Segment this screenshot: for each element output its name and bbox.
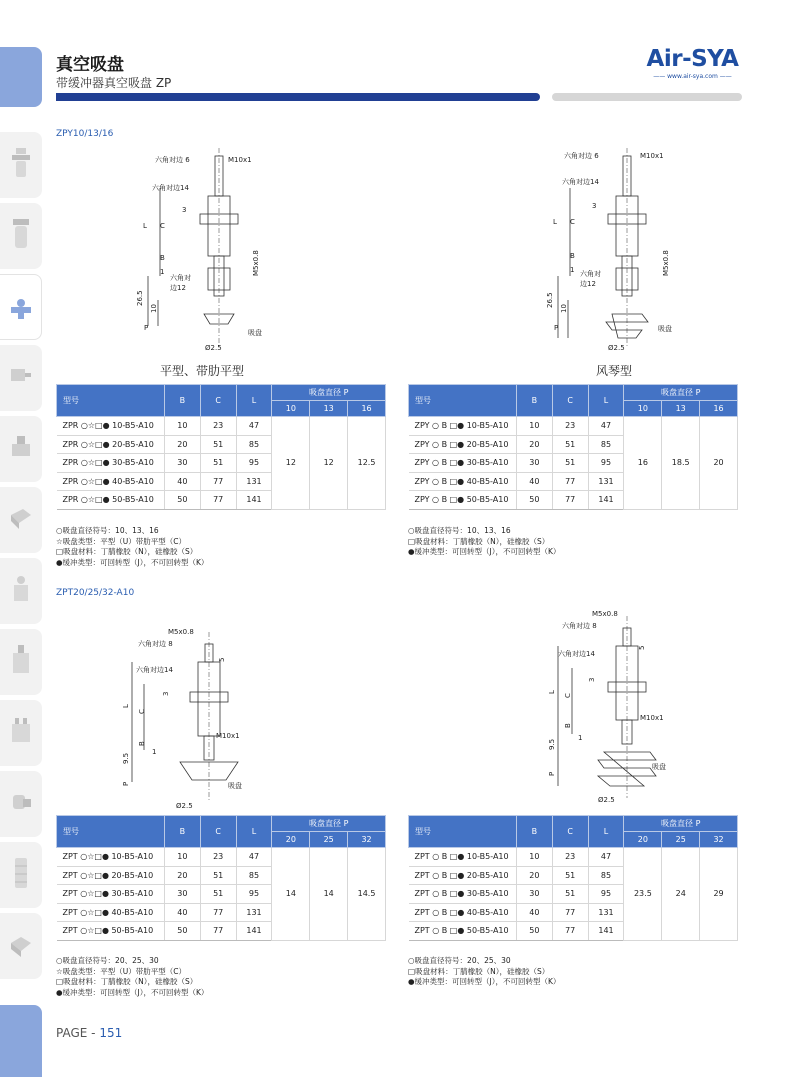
sidebar-tab-filter[interactable]: [0, 203, 42, 269]
logo-text: Air-SYA: [646, 46, 739, 72]
dim-9-5: 9.5: [122, 752, 130, 764]
dim-5: 5: [638, 645, 646, 650]
sidebar-top-tab: [0, 47, 42, 107]
cell-model: ZPR ○☆□● 40-B5-A10: [57, 472, 165, 491]
cell-c: 77: [552, 472, 588, 491]
header-l: L: [588, 385, 624, 417]
cell-c: 23: [552, 848, 588, 867]
header-l: L: [236, 816, 272, 848]
dim-26-5: 26.5: [546, 292, 554, 308]
dim-l: L: [122, 704, 130, 708]
header-model: 型号: [57, 816, 165, 848]
header-model: 型号: [409, 385, 517, 417]
header-p-size: 16: [348, 401, 386, 417]
cell-c: 51: [552, 866, 588, 885]
header-b: B: [164, 816, 200, 848]
silencer-icon: [9, 856, 33, 892]
header-p: 吸盘直径 P: [272, 385, 386, 401]
header-b: B: [516, 816, 552, 848]
cell-model: ZPR ○☆□● 20-B5-A10: [57, 435, 165, 454]
logo-url: —— www.air-sya.com ——: [653, 73, 732, 80]
header-c: C: [200, 385, 236, 417]
cell-l: 47: [588, 848, 624, 867]
cell-model: ZPY ○ B □● 30-B5-A10: [409, 454, 517, 473]
dim-l: L: [143, 222, 147, 230]
dim-m5: M5x0.8: [592, 610, 618, 618]
label-suction-cup: 吸盘: [248, 329, 262, 337]
dim-10: 10: [150, 304, 158, 313]
dim-p: P: [554, 324, 559, 332]
dim-1: 1: [570, 266, 575, 274]
cell-b: 20: [516, 866, 552, 885]
cell-model: ZPY ○ B □● 10-B5-A10: [409, 417, 517, 436]
cell-b: 30: [164, 885, 200, 904]
filter-regulator-icon: [9, 146, 33, 182]
dim-b: B: [138, 741, 146, 746]
header-gray-bar: [552, 93, 742, 101]
cell-c: 77: [552, 922, 588, 941]
cell-p: 16: [624, 417, 662, 510]
spec-table-zpr: [56, 384, 386, 510]
drawing-flat-type: [130, 148, 280, 358]
note-line: ●缓冲类型：可回转型（J），不可回转型（K）: [408, 977, 561, 986]
sidebar-category-tabs: [0, 132, 42, 984]
cell-model: ZPT ○☆□● 30-B5-A10: [57, 885, 165, 904]
cell-b: 40: [164, 903, 200, 922]
dim-3: 3: [182, 206, 187, 214]
header-b: B: [164, 385, 200, 417]
notes-zpt-bellows: [408, 956, 560, 988]
header-model: 型号: [57, 385, 165, 417]
cell-model: ZPT ○ B □● 10-B5-A10: [409, 848, 517, 867]
dim-hex-12a: 六角对: [170, 274, 191, 282]
page-prefix: PAGE -: [56, 1026, 100, 1040]
cell-c: 51: [200, 435, 236, 454]
cell-c: 51: [200, 866, 236, 885]
table-row: [57, 848, 386, 867]
dim-thread-m10: M10x1: [640, 714, 664, 722]
note-line: ○吸盘直径符号：10、13、16: [408, 526, 511, 535]
header-model: 型号: [409, 816, 517, 848]
header-p-size: 25: [662, 832, 700, 848]
fitting-icon: [9, 785, 33, 821]
cell-c: 23: [552, 417, 588, 436]
cell-l: 95: [588, 454, 624, 473]
sidebar-bottom-tab: [0, 1005, 42, 1077]
page-title: 真空吸盘: [56, 55, 124, 75]
brand-logo: [645, 46, 740, 80]
dim-3: 3: [162, 691, 170, 696]
cell-c: 51: [200, 885, 236, 904]
section-label-zpy: ZPY10/13/16: [56, 129, 114, 139]
note-line: ○吸盘直径符号：20、25、30: [56, 956, 159, 965]
sidebar-tab-connector[interactable]: [0, 913, 42, 979]
dim-b: B: [564, 723, 572, 728]
header-p-size: 20: [624, 832, 662, 848]
cell-b: 30: [516, 454, 552, 473]
page-number: [56, 1026, 122, 1040]
dim-thread-m10: M10x1: [640, 152, 664, 160]
cell-b: 40: [516, 903, 552, 922]
dim-hex-14: 六角对边14: [562, 178, 599, 186]
dim-hex-12a: 六角对: [580, 270, 601, 278]
dim-hex-8: 六角对边 8: [562, 622, 597, 630]
dim-d2-5: Ø2.5: [608, 344, 625, 352]
regulator-icon: [9, 572, 33, 608]
cell-l: 141: [236, 491, 272, 510]
dim-10: 10: [560, 304, 568, 313]
dim-l: L: [548, 690, 556, 694]
manifold-icon: [9, 714, 33, 750]
cell-b: 50: [164, 922, 200, 941]
cell-model: ZPY ○ B □● 50-B5-A10: [409, 491, 517, 510]
cell-c: 51: [200, 454, 236, 473]
dim-c: C: [138, 709, 146, 714]
cell-b: 10: [164, 417, 200, 436]
cell-b: 50: [516, 491, 552, 510]
cell-l: 95: [236, 454, 272, 473]
dim-1: 1: [152, 748, 157, 756]
header-p-size: 32: [700, 832, 738, 848]
sidebar-tab-regulator[interactable]: [0, 558, 42, 624]
note-line: ●缓冲类型：可回转型（J），不可回转型（K）: [408, 547, 561, 556]
dim-thread-m10: M10x1: [228, 156, 252, 164]
dim-c: C: [564, 693, 572, 698]
cell-c: 51: [552, 885, 588, 904]
page-subtitle: 带缓冲器真空吸盘 ZP: [56, 76, 172, 90]
dim-p: P: [548, 771, 556, 776]
dim-hex-14: 六角对边14: [136, 666, 173, 674]
header-p-size: 16: [700, 401, 738, 417]
cylinder-icon: [9, 359, 33, 395]
dim-5: 5: [218, 657, 226, 662]
sidebar-tab-solenoid[interactable]: [0, 487, 42, 553]
dim-1: 1: [578, 734, 583, 742]
header-c: C: [200, 816, 236, 848]
cell-b: 10: [516, 848, 552, 867]
sidebar-tab-manifold[interactable]: [0, 700, 42, 766]
solenoid-icon: [9, 501, 33, 537]
connector-icon: [9, 927, 33, 963]
note-line: □吸盘材料：丁腈橡胶（N），硅橡胶（S）: [408, 536, 550, 546]
cell-b: 20: [516, 435, 552, 454]
notes-zpr: [56, 526, 208, 568]
cell-b: 10: [516, 417, 552, 436]
cell-model: ZPY ○ B □● 40-B5-A10: [409, 472, 517, 491]
cell-model: ZPT ○ B □● 20-B5-A10: [409, 866, 517, 885]
page-number-value: 151: [99, 1026, 123, 1040]
cell-l: 47: [236, 848, 272, 867]
label-suction-cup: 吸盘: [658, 325, 672, 333]
notes-zpt-flat: [56, 956, 208, 998]
drawing-zpt-flat: [110, 622, 280, 812]
cell-p: 23.5: [624, 848, 662, 941]
cell-b: 10: [164, 848, 200, 867]
cell-p: 29: [700, 848, 738, 941]
note-line: ●缓冲类型：可回转型（J），不可回转型（K）: [56, 987, 209, 997]
dim-c: C: [160, 222, 165, 230]
cell-model: ZPT ○ B □● 50-B5-A10: [409, 922, 517, 941]
header-accent-bar: [56, 93, 540, 101]
cell-c: 77: [200, 491, 236, 510]
header-p-size: 10: [272, 401, 310, 417]
spec-table-zpt-flat: [56, 815, 386, 941]
note-line: ☆吸盘类型：平型（U）带肋平型（C）: [56, 966, 186, 976]
cell-l: 131: [236, 903, 272, 922]
dim-1: 1: [160, 268, 165, 276]
cell-p: 14.5: [348, 848, 386, 941]
header-p-size: 20: [272, 832, 310, 848]
cell-l: 85: [588, 866, 624, 885]
note-line: □吸盘材料：丁腈橡胶（N），硅橡胶（S）: [56, 977, 198, 986]
sidebar-tab-valve[interactable]: [0, 416, 42, 482]
dim-hex-14: 六角对边14: [152, 184, 189, 192]
header-c: C: [552, 385, 588, 417]
cell-b: 50: [164, 491, 200, 510]
cell-l: 131: [588, 903, 624, 922]
note-line: ○吸盘直径符号：20、25、30: [408, 956, 511, 965]
cell-l: 47: [236, 417, 272, 436]
dim-l: L: [553, 218, 557, 226]
table-row: [57, 417, 386, 436]
cell-l: 141: [588, 491, 624, 510]
cell-model: ZPR ○☆□● 10-B5-A10: [57, 417, 165, 436]
cell-b: 30: [516, 885, 552, 904]
sidebar-tab-cylinder[interactable]: [0, 345, 42, 411]
dim-3: 3: [588, 677, 596, 682]
spec-table-zpy: [408, 384, 738, 510]
section-label-zpt: ZPT20/25/32-A10: [56, 588, 135, 598]
header-p: 吸盘直径 P: [624, 816, 738, 832]
dim-b: B: [160, 254, 165, 262]
dim-3: 3: [592, 202, 597, 210]
cell-l: 131: [588, 472, 624, 491]
gauge-icon: [9, 643, 33, 679]
dim-m5: M5x0.8: [662, 250, 670, 276]
sidebar-tab-gauge[interactable]: [0, 629, 42, 695]
table-row: [409, 417, 738, 436]
dim-hex-14: 六角对边14: [558, 650, 595, 658]
cell-p: 14: [272, 848, 310, 941]
header-c: C: [552, 816, 588, 848]
cell-model: ZPT ○ B □● 30-B5-A10: [409, 885, 517, 904]
cell-model: ZPT ○ B □● 40-B5-A10: [409, 903, 517, 922]
caption-bellows-type: 风琴型: [596, 364, 633, 378]
cell-model: ZPY ○ B □● 20-B5-A10: [409, 435, 517, 454]
filter-icon: [9, 217, 33, 253]
cell-b: 40: [516, 472, 552, 491]
cell-c: 77: [552, 491, 588, 510]
cell-p: 24: [662, 848, 700, 941]
cell-model: ZPT ○☆□● 10-B5-A10: [57, 848, 165, 867]
cell-l: 85: [588, 435, 624, 454]
table-row: [409, 848, 738, 867]
cell-b: 20: [164, 866, 200, 885]
caption-flat-type: 平型、带肋平型: [160, 364, 245, 378]
header-l: L: [236, 385, 272, 417]
cell-model: ZPR ○☆□● 30-B5-A10: [57, 454, 165, 473]
dim-b: B: [570, 252, 575, 260]
cell-c: 23: [200, 848, 236, 867]
sidebar-tab-filter-regulator[interactable]: [0, 132, 42, 198]
cell-l: 85: [236, 866, 272, 885]
cell-p: 12: [272, 417, 310, 510]
sidebar-tab-fitting[interactable]: [0, 771, 42, 837]
cell-c: 23: [200, 417, 236, 436]
cell-c: 77: [200, 472, 236, 491]
cell-c: 77: [552, 903, 588, 922]
note-line: ●缓冲类型：可回转型（J），不可回转型（K）: [56, 557, 209, 567]
cell-b: 40: [164, 472, 200, 491]
note-line: ○吸盘直径符号：10、13、16: [56, 526, 159, 535]
cell-p: 12.5: [348, 417, 386, 510]
note-line: □吸盘材料：丁腈橡胶（N），硅橡胶（S）: [56, 547, 198, 556]
header-p: 吸盘直径 P: [272, 816, 386, 832]
cell-model: ZPT ○☆□● 20-B5-A10: [57, 866, 165, 885]
dim-m5: M5x0.8: [252, 250, 260, 276]
header-p-size: 32: [348, 832, 386, 848]
cell-l: 141: [236, 922, 272, 941]
dim-d2-5: Ø2.5: [598, 796, 615, 804]
cell-model: ZPT ○☆□● 40-B5-A10: [57, 903, 165, 922]
cell-l: 131: [236, 472, 272, 491]
cell-c: 51: [552, 454, 588, 473]
dim-hex-6: 六角对边 6: [564, 152, 599, 160]
cell-b: 20: [164, 435, 200, 454]
dim-9-5: 9.5: [548, 738, 556, 750]
cell-c: 51: [552, 435, 588, 454]
cell-l: 141: [588, 922, 624, 941]
note-line: ☆吸盘类型：平型（U）带肋平型（C）: [56, 536, 186, 546]
header-p-size: 13: [662, 401, 700, 417]
drawing-zpt-bellows: [538, 606, 698, 806]
dim-hex-12b: 边12: [580, 280, 596, 288]
cell-l: 85: [236, 435, 272, 454]
header-p-size: 25: [310, 832, 348, 848]
cell-b: 50: [516, 922, 552, 941]
vacuum-fitting-icon: [9, 289, 33, 325]
header-l: L: [588, 816, 624, 848]
cell-p: 20: [700, 417, 738, 510]
sidebar-tab-vacuum[interactable]: [0, 274, 42, 340]
cell-p: 14: [310, 848, 348, 941]
header-p-size: 13: [310, 401, 348, 417]
cell-p: 12: [310, 417, 348, 510]
notes-zpy: [408, 526, 560, 558]
dim-p: P: [144, 324, 149, 332]
header-p-size: 10: [624, 401, 662, 417]
cell-b: 30: [164, 454, 200, 473]
cell-l: 47: [588, 417, 624, 436]
label-suction-cup: 吸盘: [228, 782, 242, 790]
cell-p: 18.5: [662, 417, 700, 510]
dim-hex-6: 六角对边 6: [155, 156, 190, 164]
dim-hex-12b: 边12: [170, 284, 186, 292]
cell-model: ZPR ○☆□● 50-B5-A10: [57, 491, 165, 510]
spec-table-zpt-bellows: [408, 815, 738, 941]
cell-l: 95: [236, 885, 272, 904]
valve-icon: [9, 430, 33, 466]
dim-d2-5: Ø2.5: [205, 344, 222, 352]
dim-m5: M5x0.8: [168, 628, 194, 636]
dim-hex-8: 六角对边 8: [138, 640, 173, 648]
dim-d2-5: Ø2.5: [176, 802, 193, 810]
dim-c: C: [570, 218, 575, 226]
note-line: □吸盘材料：丁腈橡胶（N），硅橡胶（S）: [408, 966, 550, 976]
cell-l: 95: [588, 885, 624, 904]
cell-model: ZPT ○☆□● 50-B5-A10: [57, 922, 165, 941]
dim-p: P: [122, 781, 130, 786]
header-b: B: [516, 385, 552, 417]
drawing-bellows-type: [540, 148, 690, 358]
cell-c: 77: [200, 903, 236, 922]
label-suction-cup: 吸盘: [652, 763, 666, 771]
dim-thread-m10: M10x1: [216, 732, 240, 740]
cell-c: 77: [200, 922, 236, 941]
dim-26-5: 26.5: [136, 290, 144, 306]
header-p: 吸盘直径 P: [624, 385, 738, 401]
sidebar-tab-silencer[interactable]: [0, 842, 42, 908]
